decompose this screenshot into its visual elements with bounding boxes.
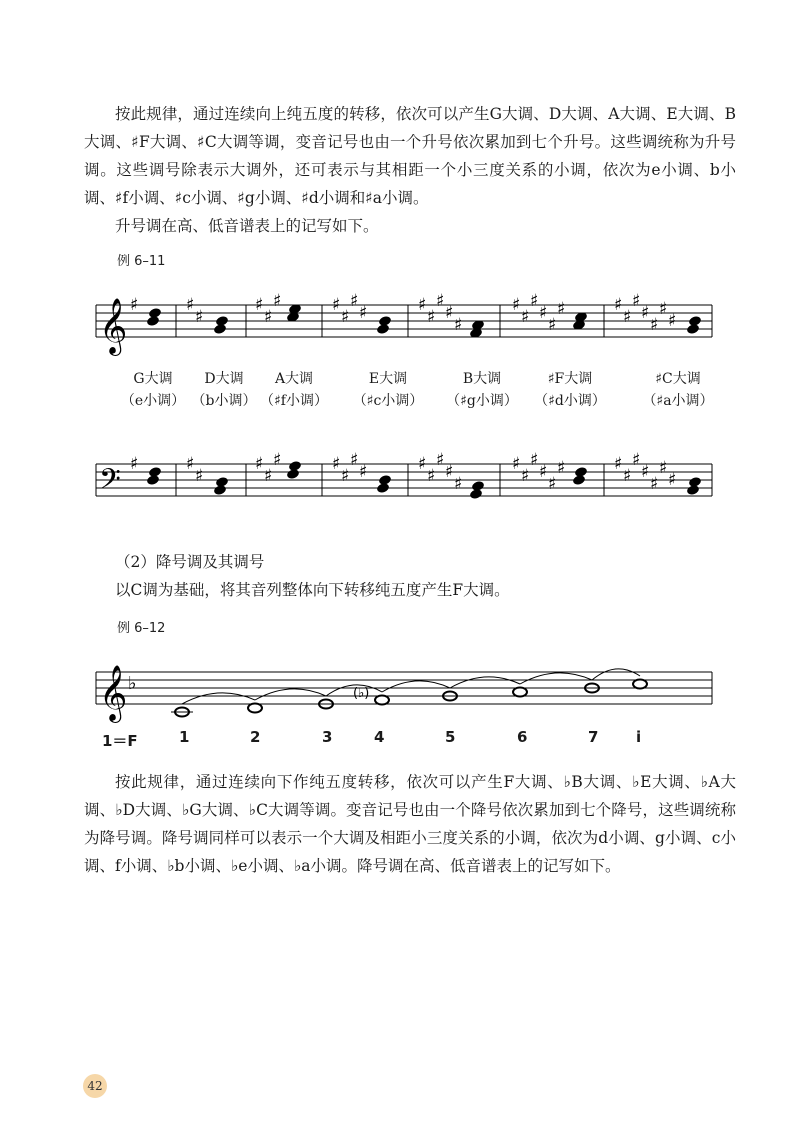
sharp-sign-icon: ♯ bbox=[668, 470, 677, 490]
sharp-sign-icon: ♯ bbox=[623, 466, 632, 486]
sharp-sign-icon: ♯ bbox=[521, 466, 530, 486]
note-head bbox=[148, 466, 162, 478]
treble-clef-icon: 𝄞 bbox=[99, 298, 128, 354]
bass-staff-sharp-keys bbox=[0, 450, 800, 520]
sharp-sign-icon: ♯ bbox=[341, 466, 350, 486]
key-label: D大调 （b小调） bbox=[191, 371, 257, 409]
sharp-sign-icon: ♯ bbox=[350, 291, 359, 311]
solfa-key: 1＝F bbox=[102, 732, 138, 750]
solfa-degree: i bbox=[636, 728, 642, 746]
note-head bbox=[215, 476, 229, 488]
whole-note bbox=[375, 696, 389, 705]
sharp-sign-icon: ♯ bbox=[341, 307, 350, 327]
bass-clef-icon: 𝄢 bbox=[99, 463, 121, 503]
sharp-sign-icon: ♯ bbox=[359, 303, 368, 323]
sharp-sign-icon: ♯ bbox=[454, 315, 463, 335]
treble-clef-icon: 𝄞 bbox=[99, 665, 128, 721]
sharp-sign-icon: ♯ bbox=[418, 295, 427, 315]
note-head bbox=[378, 315, 392, 327]
treble-staff-sharp-keys bbox=[0, 285, 800, 365]
key-label: ♯C大调 （♯a小调） bbox=[642, 371, 714, 409]
section-flat-intro: 以C调为基础，将其音列整体向下转移纯五度产生F大调。 bbox=[115, 581, 510, 599]
solfa-degree: 7 bbox=[588, 728, 599, 746]
solfa-degree: 6 bbox=[517, 728, 528, 746]
solfa-degree: 4 bbox=[374, 728, 385, 746]
sharp-sign-icon: ♯ bbox=[186, 295, 195, 315]
note-head bbox=[688, 315, 702, 327]
note-head bbox=[378, 474, 392, 486]
flat-sign-icon: ♭ bbox=[128, 673, 137, 694]
sharp-sign-icon: ♯ bbox=[273, 450, 282, 470]
sharp-sign-icon: ♯ bbox=[659, 458, 668, 478]
sharp-sign-icon: ♯ bbox=[332, 454, 341, 474]
sharp-sign-icon: ♯ bbox=[650, 474, 659, 494]
slur bbox=[182, 693, 255, 704]
sharp-sign-icon: ♯ bbox=[557, 458, 566, 478]
key-label: ♯F大调 （♯d小调） bbox=[534, 371, 606, 409]
solfa-degree: 5 bbox=[445, 728, 456, 746]
solfa-degree: 2 bbox=[250, 728, 261, 746]
whole-note bbox=[513, 688, 527, 697]
example-label-6-12: 例 6–12 bbox=[117, 621, 166, 636]
sharp-sign-icon: ♯ bbox=[454, 474, 463, 494]
sharp-sign-icon: ♯ bbox=[512, 295, 521, 315]
key-label: G大调 （e小调） bbox=[120, 371, 186, 409]
note-head bbox=[688, 476, 702, 488]
sharp-sign-icon: ♯ bbox=[186, 454, 195, 474]
sharp-sign-icon: ♯ bbox=[632, 450, 641, 470]
sharp-sign-icon: ♯ bbox=[521, 307, 530, 327]
f-major-scale-staff bbox=[0, 650, 800, 730]
sharp-sign-icon: ♯ bbox=[445, 462, 454, 482]
sharp-sign-icon: ♯ bbox=[548, 474, 557, 494]
sharp-sign-icon: ♯ bbox=[264, 466, 273, 486]
sharp-sign-icon: ♯ bbox=[427, 307, 436, 327]
sharp-sign-icon: ♯ bbox=[641, 462, 650, 482]
note-head bbox=[288, 460, 302, 472]
sharp-sign-icon: ♯ bbox=[650, 315, 659, 335]
sharp-sign-icon: ♯ bbox=[445, 303, 454, 323]
paragraph-sharp-keys: 按此规律，通过连续向上纯五度的转移，依次可以产生G大调、D大调、A大调、E大调、B大调、♯F大调、♯C大调等调，变音记号也由一个升号依次累加到七个升号。这些调统称为升号调。这些调号除表示大调外，还可表示与其相距一个小三度关系的小调，依次为e小调、b小调、♯f小调、♯c小调、♯g小调、♯d小调和♯a小调。 bbox=[84, 105, 736, 207]
sharp-sign-icon: ♯ bbox=[530, 450, 539, 470]
slur bbox=[520, 673, 592, 684]
sharp-sign-icon: ♯ bbox=[427, 466, 436, 486]
section-heading-flat-keys: （2）降号调及其调号 bbox=[115, 553, 265, 571]
sharp-sign-icon: ♯ bbox=[632, 291, 641, 311]
whole-note bbox=[248, 704, 262, 713]
sharp-sign-icon: ♯ bbox=[614, 295, 623, 315]
paragraph-sharp-keys-closing: 升号调在高、低音谱表上的记写如下。 bbox=[115, 217, 379, 235]
sharp-sign-icon: ♯ bbox=[195, 466, 204, 486]
sharp-sign-icon: ♯ bbox=[539, 462, 548, 482]
sharp-sign-icon: ♯ bbox=[512, 454, 521, 474]
sharp-sign-icon: ♯ bbox=[273, 291, 282, 311]
sharp-sign-icon: ♯ bbox=[548, 315, 557, 335]
solfa-degree: 1 bbox=[179, 728, 190, 746]
sharp-sign-icon: ♯ bbox=[436, 450, 445, 470]
slur bbox=[450, 677, 520, 688]
sharp-sign-icon: ♯ bbox=[130, 454, 139, 474]
sharp-sign-icon: ♯ bbox=[359, 462, 368, 482]
example-label-6-11: 例 6–11 bbox=[117, 254, 166, 269]
note-head bbox=[574, 466, 588, 478]
slur bbox=[255, 689, 326, 700]
note-head bbox=[148, 307, 162, 319]
flat-accidental-icon: (♭) bbox=[353, 686, 370, 701]
sharp-sign-icon: ♯ bbox=[668, 311, 677, 331]
sharp-sign-icon: ♯ bbox=[332, 295, 341, 315]
slur bbox=[592, 669, 640, 680]
note-head bbox=[215, 315, 229, 327]
note-head bbox=[471, 480, 485, 492]
sharp-sign-icon: ♯ bbox=[614, 454, 623, 474]
key-label: B大调 （♯g小调） bbox=[446, 371, 518, 409]
sharp-sign-icon: ♯ bbox=[264, 307, 273, 327]
sharp-sign-icon: ♯ bbox=[557, 299, 566, 319]
sharp-sign-icon: ♯ bbox=[539, 303, 548, 323]
sharp-sign-icon: ♯ bbox=[530, 291, 539, 311]
sharp-sign-icon: ♯ bbox=[436, 291, 445, 311]
solfa-degree: 3 bbox=[322, 728, 333, 746]
sharp-sign-icon: ♯ bbox=[350, 450, 359, 470]
sharp-sign-icon: ♯ bbox=[255, 295, 264, 315]
sharp-sign-icon: ♯ bbox=[195, 307, 204, 327]
sharp-sign-icon: ♯ bbox=[659, 299, 668, 319]
sharp-sign-icon: ♯ bbox=[255, 454, 264, 474]
whole-note bbox=[633, 680, 647, 689]
sharp-sign-icon: ♯ bbox=[418, 454, 427, 474]
key-label: A大调 （♯f小调） bbox=[260, 371, 328, 409]
sharp-sign-icon: ♯ bbox=[641, 303, 650, 323]
slur bbox=[382, 681, 450, 692]
paragraph-flat-keys: 按此规律，通过连续向下作纯五度转移，依次可以产生F大调、♭B大调、♭E大调、♭A大调、♭D大调、♭G大调、♭C大调等调。变音记号也由一个降号依次累加到七个降号，这些调统称为降号调。降号调同样可以表示一个大调及相距小三度关系的小调，依次为d小调、g小调、c小调、f小调、♭b小调、♭e小调、♭a小调。降号调在高、低音谱表上的记写如下。 bbox=[84, 773, 736, 875]
sharp-sign-icon: ♯ bbox=[623, 307, 632, 327]
page-number: 42 bbox=[83, 1074, 107, 1098]
sharp-sign-icon: ♯ bbox=[130, 295, 139, 315]
key-label: E大调 （♯c小调） bbox=[352, 371, 424, 409]
